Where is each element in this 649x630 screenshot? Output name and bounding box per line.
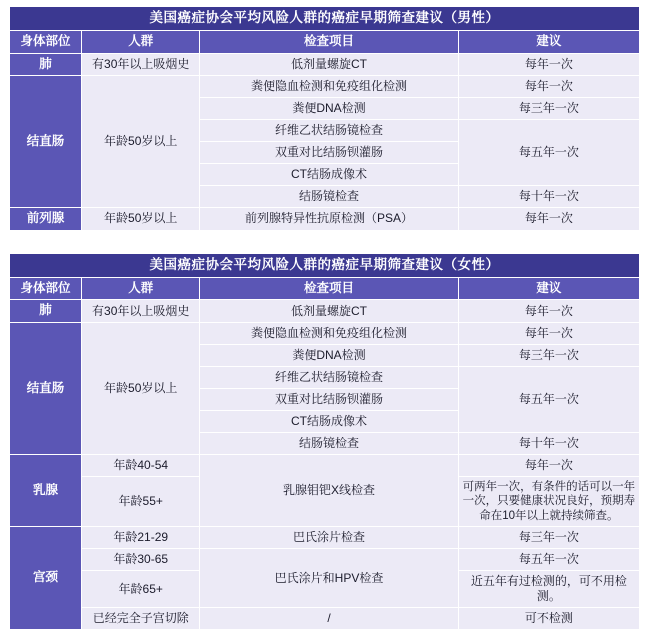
female-group-colorectal: 年龄50岁以上 bbox=[82, 322, 200, 454]
female-item-mammography: 乳腺钼钯X线检查 bbox=[200, 454, 458, 526]
female-group-breast-55plus: 年龄55+ bbox=[82, 476, 200, 526]
male-item-ct-colonography: CT结肠成像术 bbox=[200, 164, 458, 186]
female-table-title-row bbox=[10, 253, 640, 277]
male-item-sigmoidoscopy: 纤维乙状结肠镜检查 bbox=[200, 120, 458, 142]
male-screening-table bbox=[9, 6, 640, 231]
male-part-prostate: 前列腺 bbox=[10, 208, 82, 231]
male-advice-lung-ldct: 每年一次 bbox=[458, 53, 639, 76]
table-row bbox=[10, 53, 640, 76]
female-item-ct-colonography: CT结肠成像术 bbox=[200, 410, 458, 432]
male-table-title: 美国癌症协会平均风险人群的癌症早期筛查建议（男性） bbox=[10, 7, 640, 31]
table-row bbox=[10, 300, 640, 323]
female-group-cervix-65plus: 年龄65+ bbox=[82, 571, 200, 608]
table-spacer bbox=[0, 243, 649, 253]
female-screening-table-wrapper bbox=[9, 253, 640, 630]
table-row bbox=[10, 322, 640, 344]
male-part-lung: 肺 bbox=[10, 53, 82, 76]
female-group-hysterectomy: 已经完全子宫切除 bbox=[82, 608, 200, 630]
female-group-cervix-21-29: 年龄21-29 bbox=[82, 527, 200, 549]
male-item-barium-enema: 双重对比结肠钡灌肠 bbox=[200, 142, 458, 164]
female-part-lung: 肺 bbox=[10, 300, 82, 323]
male-advice-fobt: 每年一次 bbox=[458, 76, 639, 98]
female-header-group: 人群 bbox=[82, 277, 200, 300]
male-group-prostate: 年龄50岁以上 bbox=[82, 208, 200, 231]
male-group-colorectal: 年龄50岁以上 bbox=[82, 76, 200, 208]
male-advice-psa: 每年一次 bbox=[458, 208, 639, 231]
table-row bbox=[10, 454, 640, 476]
table-row bbox=[10, 208, 640, 231]
table-row bbox=[10, 608, 640, 630]
female-advice-breast-55plus: 可两年一次，有条件的话可以一年一次，只要健康状况良好，预期寿命在10年以上就持续筛查。 bbox=[458, 476, 639, 526]
male-table-title-row bbox=[10, 7, 640, 31]
female-item-lung-ldct: 低剂量螺旋CT bbox=[200, 300, 458, 323]
female-item-pap-smear: 巴氏涂片检查 bbox=[200, 527, 458, 549]
table-row bbox=[10, 549, 640, 571]
table-row bbox=[10, 527, 640, 549]
female-advice-colonoscopy: 每十年一次 bbox=[458, 432, 639, 454]
female-group-cervix-30-65: 年龄30-65 bbox=[82, 549, 200, 571]
female-item-stool-dna: 粪便DNA检测 bbox=[200, 344, 458, 366]
female-item-sigmoidoscopy: 纤维乙状结肠镜检查 bbox=[200, 366, 458, 388]
female-table-title: 美国癌症协会平均风险人群的癌症早期筛查建议（女性） bbox=[10, 253, 640, 277]
female-advice-cervix-30-65: 每五年一次 bbox=[458, 549, 639, 571]
male-item-fobt: 粪便隐血检测和免疫组化检测 bbox=[200, 76, 458, 98]
female-table-header-row bbox=[10, 277, 640, 300]
female-advice-fobt: 每年一次 bbox=[458, 322, 639, 344]
male-table-header-row bbox=[10, 30, 640, 53]
male-header-item: 检查项目 bbox=[200, 30, 458, 53]
female-item-barium-enema: 双重对比结肠钡灌肠 bbox=[200, 388, 458, 410]
male-advice-five-year: 每五年一次 bbox=[458, 120, 639, 186]
female-header-part: 身体部位 bbox=[10, 277, 82, 300]
male-group-lung: 有30年以上吸烟史 bbox=[82, 53, 200, 76]
female-part-colorectal: 结直肠 bbox=[10, 322, 82, 454]
female-part-cervix: 宫颈 bbox=[10, 527, 82, 630]
male-header-advice: 建议 bbox=[458, 30, 639, 53]
female-item-pap-hpv: 巴氏涂片和HPV检查 bbox=[200, 549, 458, 608]
female-item-hysterectomy: / bbox=[200, 608, 458, 630]
female-advice-hysterectomy: 可不检测 bbox=[458, 608, 639, 630]
female-item-colonoscopy: 结肠镜检查 bbox=[200, 432, 458, 454]
male-item-colonoscopy: 结肠镜检查 bbox=[200, 186, 458, 208]
male-screening-table-wrapper bbox=[9, 6, 640, 231]
table-row bbox=[10, 76, 640, 98]
male-item-lung-ldct: 低剂量螺旋CT bbox=[200, 53, 458, 76]
male-item-stool-dna: 粪便DNA检测 bbox=[200, 98, 458, 120]
male-header-part: 身体部位 bbox=[10, 30, 82, 53]
male-advice-stool-dna: 每三年一次 bbox=[458, 98, 639, 120]
female-advice-lung-ldct: 每年一次 bbox=[458, 300, 639, 323]
female-advice-cervix-21-29: 每三年一次 bbox=[458, 527, 639, 549]
male-item-psa: 前列腺特异性抗原检测（PSA） bbox=[200, 208, 458, 231]
female-header-advice: 建议 bbox=[458, 277, 639, 300]
female-item-fobt: 粪便隐血检测和免疫组化检测 bbox=[200, 322, 458, 344]
male-advice-colonoscopy: 每十年一次 bbox=[458, 186, 639, 208]
female-header-item: 检查项目 bbox=[200, 277, 458, 300]
male-part-colorectal: 结直肠 bbox=[10, 76, 82, 208]
female-part-breast: 乳腺 bbox=[10, 454, 82, 526]
female-group-breast-40-54: 年龄40-54 bbox=[82, 454, 200, 476]
female-group-lung: 有30年以上吸烟史 bbox=[82, 300, 200, 323]
female-screening-table bbox=[9, 253, 640, 630]
female-advice-cervix-65plus: 近五年有过检测的，可不用检测。 bbox=[458, 571, 639, 608]
female-advice-stool-dna: 每三年一次 bbox=[458, 344, 639, 366]
male-header-group: 人群 bbox=[82, 30, 200, 53]
female-advice-breast-40-54: 每年一次 bbox=[458, 454, 639, 476]
female-advice-five-year: 每五年一次 bbox=[458, 366, 639, 432]
